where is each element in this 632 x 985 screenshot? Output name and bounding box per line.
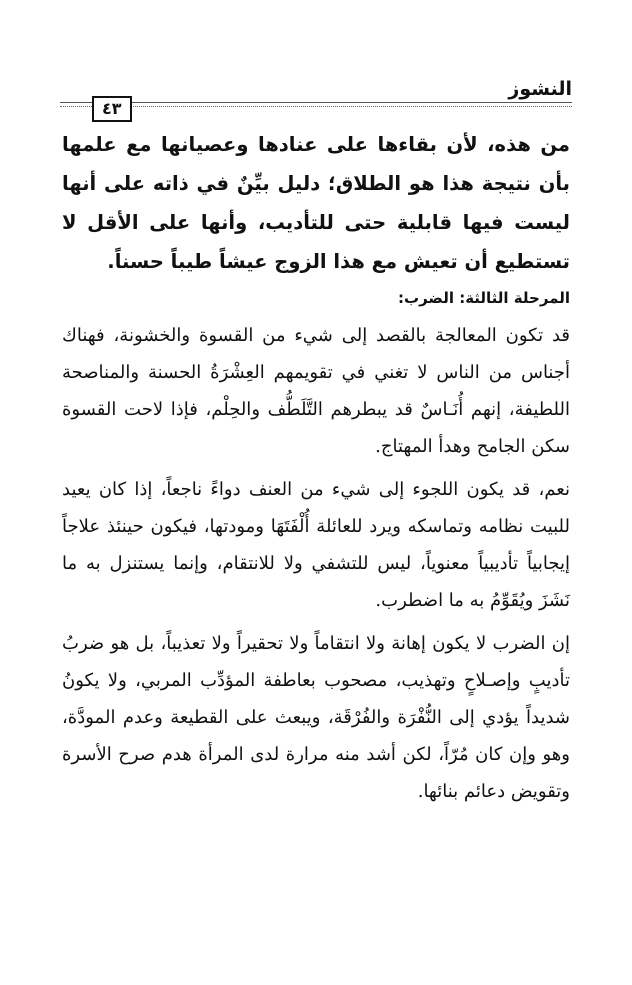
page-body xyxy=(62,125,570,816)
paragraph-1: قد تكون المعالجة بالقصد إلى شيء من القسوة والخشونة، فهناك أجناس من الناس لا تغني في تقويمهم العِشْرَةُ الحسنة والمناصحة اللطيفة، إنهم أُنَـاسٌ قد يبطرهم التَّلَطُّف والحِلْم، فإذا لاحت القسوة سكن الجامح وهدأ المهتاج. xyxy=(62,325,570,457)
paragraph-2: نعم، قد يكون اللجوء إلى شيء من العنف دواءً ناجعاً، إذا كان يعيد للبيت نظامه وتماسكه ويرد للعائلة أُلْفَتَهَا ومودتها، فيكون حينئذ علاجاً إيجابياً تأديبياً معنوياً، ليس للتشفي ولا للانتقام، وإنما يستنزل به ما نَشَزَ ويُقَوِّمُ به ما اضطرب. xyxy=(62,479,570,611)
header-rule-dotted xyxy=(60,106,572,107)
page-header xyxy=(60,78,572,118)
page-number: ٤٣ xyxy=(92,96,132,122)
paragraph-3: إن الضرب لا يكون إهانة ولا انتقاماً ولا تحقيراً ولا تعذيباً، بل هو ضربُ تأديبٍ وإصـلاحٍ وتهذيب، مصحوب بعاطفة المؤدِّب المربي، ولا يكونُ شديداً يؤدي إلى النُّفْرَة والفُرْقَة، ويبعث على القطيعة وعدم المودَّة، وهو وإن كان مُرّاً، لكن أشد منه مرارة لدى المرأة هدم صرح الأسرة وتقويض دعائم بنائها. xyxy=(62,633,570,802)
header-rule xyxy=(60,102,572,103)
running-title: النشوز xyxy=(508,78,572,100)
intro-paragraph: من هذه، لأن بقاءها على عنادها وعصيانها مع علمها بأن نتيجة هذا هو الطلاق؛ دليل بيِّنٌ في ذاته على أنها ليست فيها قابلية حتى للتأديب، وأنها على الأقل لا تستطيع أن تعيش مع هذا الزوج عيشاً طيباً حسناً. xyxy=(62,133,570,273)
section-heading: المرحلة الثالثة: الضرب: xyxy=(398,289,570,307)
